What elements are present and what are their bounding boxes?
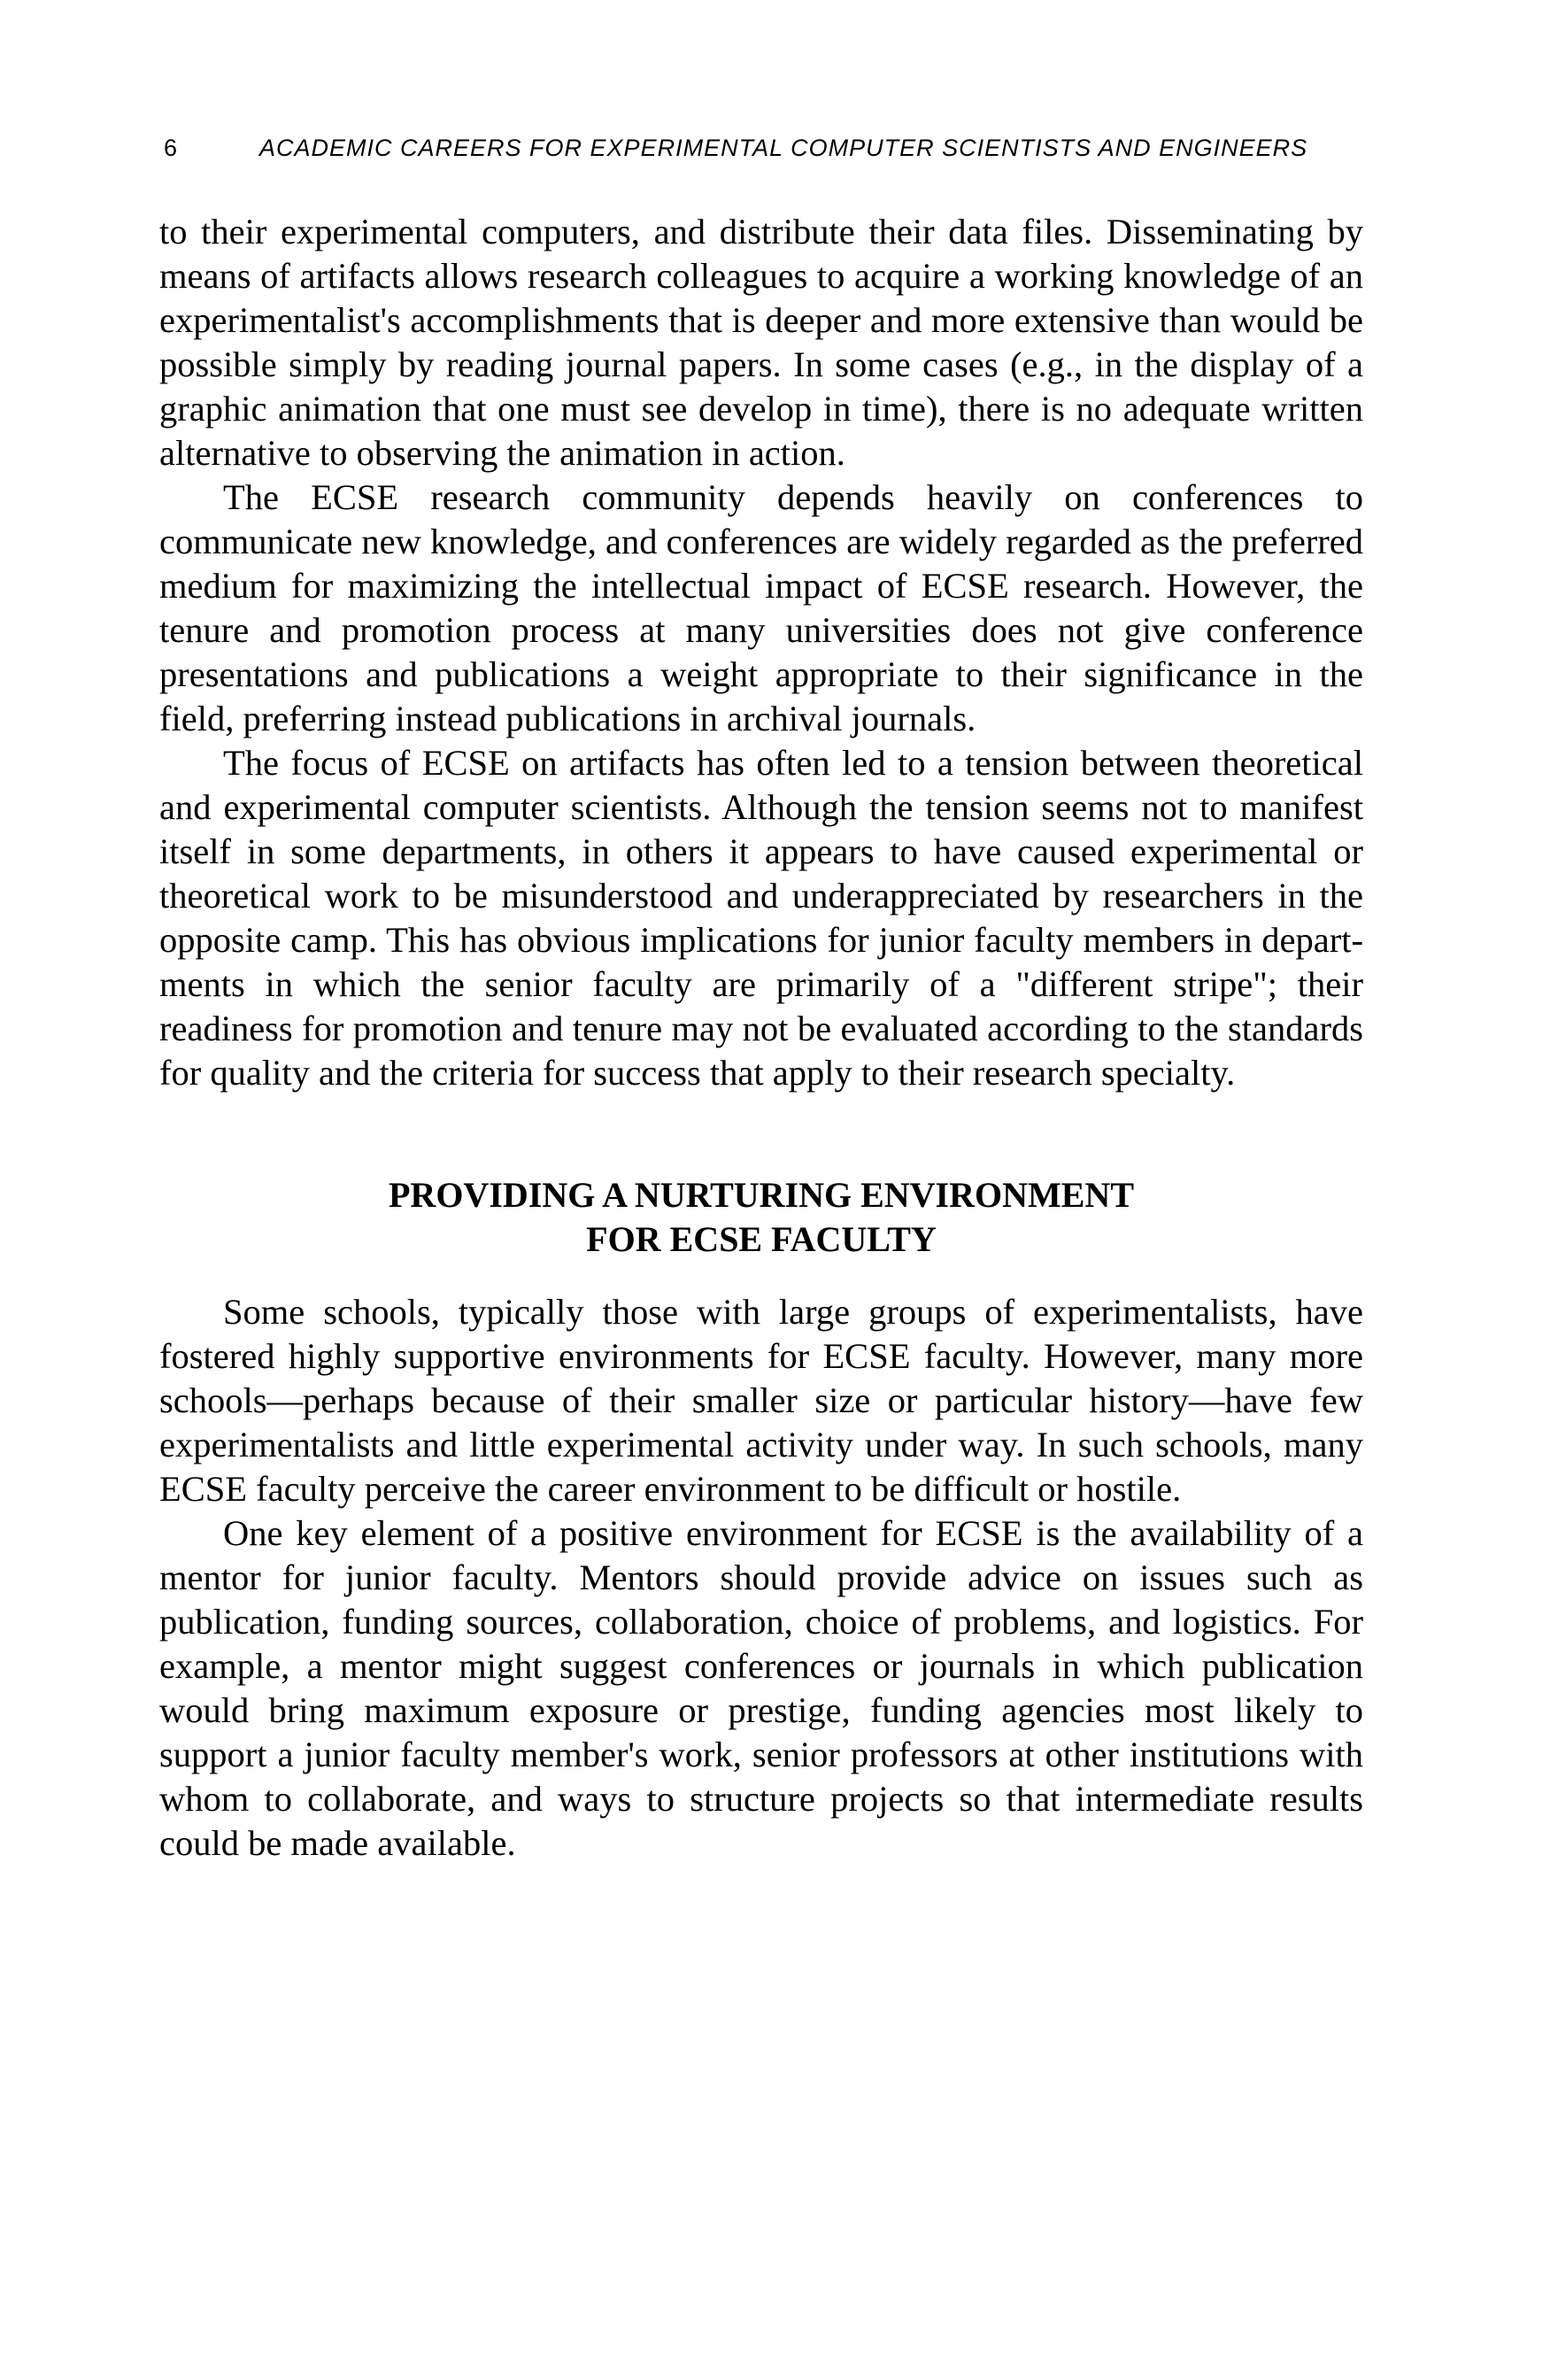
paragraph-tension: The focus of ECSE on artifacts has often led to a tension between theoretical and experimental computer scientists. Although the tension seems not to manifest itself in some departments, in others it appears to have caused experimental or theoretical work to be misunderstood and underappreciated by researchers in the opposite camp. This has obvious implications for junior faculty members in departments in which the senior faculty are primarily of a "different stripe"; their readiness for promotion and tenure may not be evaluated according to the standards for quality and the criteria for success that apply to their research specialty. bbox=[159, 743, 1363, 1093]
paragraph-mentor: One key element of a positive environment for ECSE is the availability of a mentor for junior faculty. Mentors should provide advice on issues such as publication, funding sources, collaboration, choice of problems, and logistics. For example, a mentor might suggest conferences or journals in which publication would bring maximum exposure or prestige, funding agencies most likely to support a junior faculty member's work, senior professors at other institutions with whom to collaborate, and ways to structure projects so that intermediate results could be made available. bbox=[159, 1513, 1363, 1863]
page-number: 6 bbox=[164, 135, 179, 161]
paragraph-ecse-conferences: The ECSE research community depends heavily on conferences to communicate new knowledge, and conferences are widely regarded as the preferred medium for maximizing the intellectual impact of ECSE research. However, the tenure and promotion process at many universities does not give conference presentations and publications a weight appropriate to their significance in the field, preferring instead publications in archival journals. bbox=[159, 477, 1363, 738]
paragraph-supportive-environments: Some schools, typically those with large groups of experimentalists, have fostered highly supportive environments for ECSE faculty. However, many more schools—perhaps because of their smaller size or particular history—have few experimentalists and little experimental activity under way. In such schools, many ECSE faculty perceive the career environment to be difficult or hostile. bbox=[159, 1292, 1363, 1509]
paragraph-continued: to their experimental computers, and distribute their data files. Disseminating by means of artifacts allows research colleagues to acquire a working knowledge of an experimentalist's accomplishments that is deeper and more extensive than would be possible simply by reading journal papers. In some cases (e.g., in the display of a graphic animation that one must see develop in time), there is no adequate written alternative to observing the animation in action. bbox=[159, 212, 1363, 473]
running-header bbox=[164, 135, 1368, 179]
running-title: ACADEMIC CAREERS FOR EXPERIMENTAL COMPUTER SCIENTISTS AND ENGINEERS bbox=[259, 135, 1308, 161]
section-heading-line-2: FOR ECSE FACULTY bbox=[586, 1219, 937, 1259]
section-heading-line-1: PROVIDING A NURTURING ENVIRONMENT bbox=[389, 1175, 1134, 1215]
body-text bbox=[159, 210, 1363, 1866]
section-heading bbox=[159, 1173, 1363, 1262]
